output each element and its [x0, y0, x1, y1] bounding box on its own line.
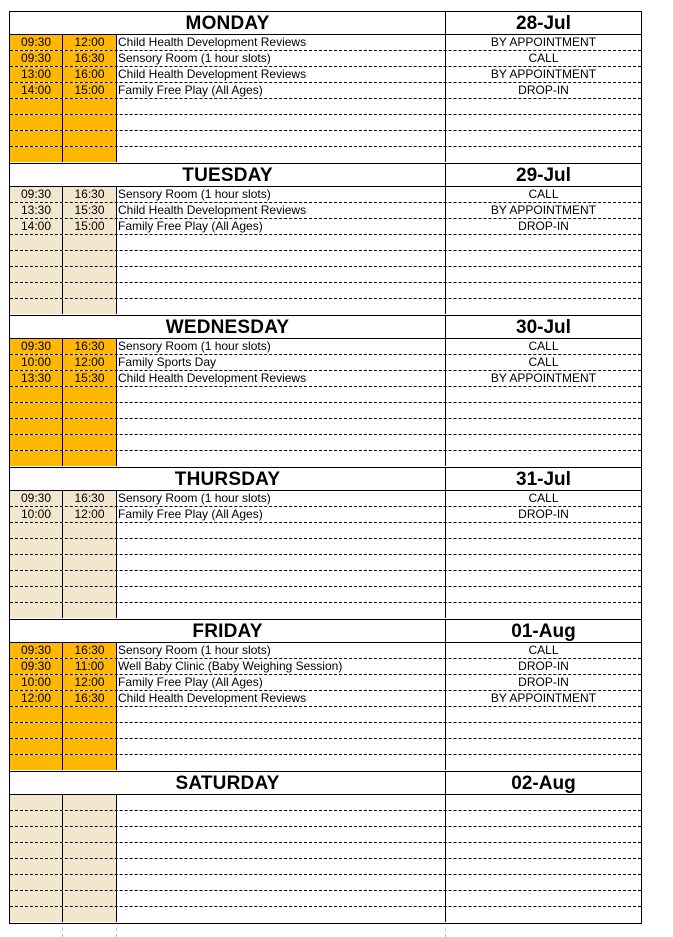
booking-note-cell: CALL: [528, 355, 559, 369]
start-time-cell: [10, 451, 63, 466]
activity-cell: [117, 555, 446, 570]
activity-cell: Child Health Development Reviews: [117, 691, 446, 706]
activity-cell: Family Sports Day: [117, 355, 446, 370]
booking-note-cell: [446, 523, 641, 538]
end-time-cell: [63, 403, 117, 418]
schedule-row: [10, 603, 641, 619]
activity-cell: Sensory Room (1 hour slots): [117, 187, 446, 202]
booking-note-cell: BY APPOINTMENT: [490, 371, 597, 385]
booking-note-cell: [446, 843, 641, 858]
booking-note-cell: [446, 875, 641, 890]
day-block-saturday: [10, 772, 641, 923]
schedule-row: [10, 859, 641, 875]
activity-cell: [117, 755, 446, 770]
activity-cell: Sensory Room (1 hour slots): [117, 339, 446, 354]
booking-note-cell: CALL: [528, 51, 559, 65]
activity-cell: [117, 251, 446, 266]
activity-cell: [117, 147, 446, 162]
booking-note-cell: [446, 99, 641, 114]
start-time-cell: [10, 603, 63, 618]
booking-note-cell: CALL: [528, 339, 559, 353]
end-time-cell: [63, 859, 117, 874]
booking-note-cell: CALL: [528, 643, 559, 657]
start-time-cell: 09:30: [10, 339, 63, 354]
schedule-row: [10, 507, 641, 523]
schedule-row: [10, 283, 641, 299]
day-date: 31-Jul: [516, 469, 571, 490]
day-header: [10, 12, 641, 35]
booking-note-cell: DROP-IN: [518, 507, 569, 521]
schedule-row: [10, 795, 641, 811]
schedule-row: [10, 875, 641, 891]
activity-cell: [117, 571, 446, 586]
activity-cell: [117, 827, 446, 842]
end-time-cell: [63, 875, 117, 890]
schedule-row: [10, 891, 641, 907]
activity-cell: [117, 723, 446, 738]
day-name: MONDAY: [10, 12, 446, 34]
day-date: 02-Aug: [511, 773, 576, 794]
schedule-row: [10, 675, 641, 691]
schedule-row: [10, 35, 641, 51]
schedule-row: [10, 83, 641, 99]
day-header: [10, 316, 641, 339]
activity-cell: [117, 587, 446, 602]
start-time-cell: 10:00: [10, 507, 63, 522]
schedule-row: [10, 99, 641, 115]
activity-cell: Child Health Development Reviews: [117, 67, 446, 82]
day-date: 29-Jul: [516, 165, 571, 186]
end-time-cell: 16:30: [63, 187, 117, 202]
schedule-row: [10, 659, 641, 675]
end-time-cell: [63, 523, 117, 538]
booking-note-cell: [446, 859, 641, 874]
activity-cell: [117, 843, 446, 858]
start-time-cell: [10, 859, 63, 874]
activity-cell: [117, 283, 446, 298]
schedule-row: [10, 755, 641, 771]
day-name: WEDNESDAY: [10, 316, 446, 338]
start-time-cell: [10, 707, 63, 722]
activity-cell: Family Free Play (All Ages): [117, 675, 446, 690]
activity-cell: [117, 739, 446, 754]
start-time-cell: [10, 891, 63, 906]
schedule-row: [10, 523, 641, 539]
start-time-cell: [10, 811, 63, 826]
start-time-cell: [10, 571, 63, 586]
start-time-cell: [10, 147, 63, 162]
start-time-cell: [10, 403, 63, 418]
schedule-row: [10, 491, 641, 507]
booking-note-cell: [446, 795, 641, 810]
end-time-cell: [63, 603, 117, 618]
start-time-cell: [10, 131, 63, 146]
activity-cell: [117, 875, 446, 890]
start-time-cell: 09:30: [10, 51, 63, 66]
activity-cell: [117, 603, 446, 618]
booking-note-cell: [446, 267, 641, 282]
end-time-cell: 11:00: [63, 659, 117, 674]
end-time-cell: 12:00: [63, 35, 117, 50]
schedule-row: [10, 51, 641, 67]
schedule-row: [10, 907, 641, 923]
booking-note-cell: BY APPOINTMENT: [490, 67, 597, 81]
activity-cell: [117, 795, 446, 810]
schedule-row: [10, 555, 641, 571]
day-name: SATURDAY: [10, 772, 446, 794]
booking-note-cell: DROP-IN: [518, 675, 569, 689]
start-time-cell: [10, 795, 63, 810]
end-time-cell: 16:30: [63, 691, 117, 706]
end-time-cell: [63, 827, 117, 842]
booking-note-cell: [446, 251, 641, 266]
schedule-row: [10, 115, 641, 131]
booking-note-cell: [446, 419, 641, 434]
end-time-cell: [63, 843, 117, 858]
booking-note-cell: [446, 387, 641, 402]
end-time-cell: [63, 795, 117, 810]
activity-cell: [117, 435, 446, 450]
activity-cell: [117, 419, 446, 434]
start-time-cell: 13:30: [10, 371, 63, 386]
start-time-cell: [10, 539, 63, 554]
start-time-cell: [10, 99, 63, 114]
booking-note-cell: [446, 739, 641, 754]
end-time-cell: [63, 299, 117, 314]
start-time-cell: 13:30: [10, 203, 63, 218]
end-time-cell: [63, 451, 117, 466]
booking-note-cell: DROP-IN: [518, 83, 569, 97]
start-time-cell: [10, 755, 63, 770]
day-name: FRIDAY: [10, 620, 446, 642]
end-time-cell: [63, 115, 117, 130]
end-time-cell: [63, 99, 117, 114]
end-time-cell: 15:30: [63, 371, 117, 386]
start-time-cell: [10, 235, 63, 250]
end-time-cell: [63, 267, 117, 282]
end-time-cell: [63, 587, 117, 602]
start-time-cell: [10, 251, 63, 266]
end-time-cell: [63, 131, 117, 146]
start-time-cell: [10, 115, 63, 130]
booking-note-cell: CALL: [528, 491, 559, 505]
schedule-row: [10, 355, 641, 371]
schedule-row: [10, 843, 641, 859]
booking-note-cell: DROP-IN: [518, 219, 569, 233]
start-time-cell: 09:30: [10, 643, 63, 658]
end-time-cell: [63, 251, 117, 266]
booking-note-cell: DROP-IN: [518, 659, 569, 673]
activity-cell: [117, 403, 446, 418]
day-date: 30-Jul: [516, 317, 571, 338]
day-header: [10, 620, 641, 643]
day-block-tuesday: [10, 164, 641, 316]
booking-note-cell: [446, 891, 641, 906]
booking-note-cell: [446, 811, 641, 826]
booking-note-cell: [446, 587, 641, 602]
booking-note-cell: [446, 403, 641, 418]
activity-cell: [117, 907, 446, 922]
schedule-row: [10, 67, 641, 83]
end-time-cell: [63, 739, 117, 754]
schedule-row: [10, 723, 641, 739]
schedule-row: [10, 187, 641, 203]
end-time-cell: 16:30: [63, 643, 117, 658]
activity-cell: Sensory Room (1 hour slots): [117, 51, 446, 66]
schedule-row: [10, 707, 641, 723]
activity-cell: Family Free Play (All Ages): [117, 219, 446, 234]
schedule-row: [10, 387, 641, 403]
activity-cell: [117, 387, 446, 402]
booking-note-cell: [446, 907, 641, 922]
schedule-row: [10, 587, 641, 603]
start-time-cell: [10, 419, 63, 434]
end-time-cell: [63, 907, 117, 922]
start-time-cell: 09:30: [10, 35, 63, 50]
activity-cell: [117, 539, 446, 554]
start-time-cell: 13:00: [10, 67, 63, 82]
schedule-row: [10, 539, 641, 555]
activity-cell: [117, 811, 446, 826]
schedule-row: [10, 419, 641, 435]
booking-note-cell: CALL: [528, 187, 559, 201]
activity-cell: Well Baby Clinic (Baby Weighing Session): [117, 659, 446, 674]
schedule-row: [10, 643, 641, 659]
activity-cell: [117, 131, 446, 146]
day-header: [10, 468, 641, 491]
booking-note-cell: [446, 147, 641, 162]
activity-cell: [117, 235, 446, 250]
activity-cell: Family Free Play (All Ages): [117, 83, 446, 98]
day-block-wednesday: [10, 316, 641, 468]
end-time-cell: 16:30: [63, 51, 117, 66]
schedule-row: [10, 131, 641, 147]
day-header: [10, 164, 641, 187]
activity-cell: Sensory Room (1 hour slots): [117, 491, 446, 506]
schedule-row: [10, 235, 641, 251]
end-time-cell: 12:00: [63, 675, 117, 690]
schedule-row: [10, 371, 641, 387]
sheet-footer-guides: [9, 928, 642, 937]
day-block-thursday: [10, 468, 641, 620]
day-name: TUESDAY: [10, 164, 446, 186]
start-time-cell: [10, 299, 63, 314]
start-time-cell: [10, 843, 63, 858]
schedule-row: [10, 691, 641, 707]
start-time-cell: [10, 723, 63, 738]
end-time-cell: [63, 707, 117, 722]
activity-cell: Family Free Play (All Ages): [117, 507, 446, 522]
day-block-friday: [10, 620, 641, 772]
activity-cell: [117, 99, 446, 114]
day-name: THURSDAY: [10, 468, 446, 490]
end-time-cell: 12:00: [63, 355, 117, 370]
start-time-cell: 14:00: [10, 219, 63, 234]
end-time-cell: [63, 283, 117, 298]
start-time-cell: [10, 555, 63, 570]
end-time-cell: 16:30: [63, 491, 117, 506]
activity-cell: [117, 859, 446, 874]
start-time-cell: [10, 267, 63, 282]
schedule-row: [10, 571, 641, 587]
booking-note-cell: [446, 827, 641, 842]
activity-cell: [117, 267, 446, 282]
booking-note-cell: BY APPOINTMENT: [490, 35, 597, 49]
schedule-sheet: [9, 11, 642, 924]
schedule-row: [10, 219, 641, 235]
end-time-cell: [63, 723, 117, 738]
end-time-cell: [63, 811, 117, 826]
schedule-row: [10, 435, 641, 451]
end-time-cell: [63, 435, 117, 450]
day-date: 01-Aug: [511, 621, 576, 642]
end-time-cell: 12:00: [63, 507, 117, 522]
end-time-cell: [63, 571, 117, 586]
start-time-cell: [10, 523, 63, 538]
end-time-cell: 15:00: [63, 83, 117, 98]
end-time-cell: [63, 891, 117, 906]
booking-note-cell: [446, 451, 641, 466]
schedule-row: [10, 339, 641, 355]
end-time-cell: [63, 755, 117, 770]
booking-note-cell: [446, 131, 641, 146]
schedule-row: [10, 451, 641, 467]
schedule-row: [10, 251, 641, 267]
end-time-cell: 15:30: [63, 203, 117, 218]
start-time-cell: 14:00: [10, 83, 63, 98]
activity-cell: [117, 707, 446, 722]
start-time-cell: [10, 387, 63, 402]
activity-cell: Sensory Room (1 hour slots): [117, 643, 446, 658]
booking-note-cell: [446, 235, 641, 250]
booking-note-cell: [446, 539, 641, 554]
end-time-cell: 15:00: [63, 219, 117, 234]
booking-note-cell: [446, 435, 641, 450]
activity-cell: Child Health Development Reviews: [117, 203, 446, 218]
schedule-row: [10, 403, 641, 419]
start-time-cell: 10:00: [10, 675, 63, 690]
start-time-cell: 09:30: [10, 491, 63, 506]
start-time-cell: [10, 283, 63, 298]
start-time-cell: [10, 907, 63, 922]
day-date: 28-Jul: [516, 13, 571, 34]
booking-note-cell: [446, 603, 641, 618]
start-time-cell: 12:00: [10, 691, 63, 706]
activity-cell: [117, 891, 446, 906]
booking-note-cell: [446, 283, 641, 298]
start-time-cell: [10, 827, 63, 842]
booking-note-cell: BY APPOINTMENT: [490, 203, 597, 217]
start-time-cell: [10, 435, 63, 450]
activity-cell: [117, 523, 446, 538]
end-time-cell: [63, 555, 117, 570]
schedule-row: [10, 299, 641, 315]
activity-cell: [117, 451, 446, 466]
start-time-cell: 09:30: [10, 187, 63, 202]
schedule-row: [10, 827, 641, 843]
activity-cell: [117, 299, 446, 314]
day-header: [10, 772, 641, 795]
start-time-cell: 09:30: [10, 659, 63, 674]
start-time-cell: [10, 875, 63, 890]
end-time-cell: 16:00: [63, 67, 117, 82]
schedule-row: [10, 203, 641, 219]
booking-note-cell: [446, 723, 641, 738]
end-time-cell: [63, 419, 117, 434]
schedule-row: [10, 147, 641, 163]
booking-note-cell: [446, 571, 641, 586]
booking-note-cell: [446, 555, 641, 570]
start-time-cell: [10, 739, 63, 754]
booking-note-cell: [446, 299, 641, 314]
booking-note-cell: [446, 115, 641, 130]
end-time-cell: [63, 387, 117, 402]
booking-note-cell: BY APPOINTMENT: [490, 691, 597, 705]
day-block-monday: [10, 12, 641, 164]
booking-note-cell: [446, 707, 641, 722]
end-time-cell: [63, 235, 117, 250]
activity-cell: Child Health Development Reviews: [117, 371, 446, 386]
booking-note-cell: [446, 755, 641, 770]
activity-cell: [117, 115, 446, 130]
schedule-row: [10, 811, 641, 827]
start-time-cell: [10, 587, 63, 602]
activity-cell: Child Health Development Reviews: [117, 35, 446, 50]
end-time-cell: 16:30: [63, 339, 117, 354]
end-time-cell: [63, 539, 117, 554]
schedule-row: [10, 739, 641, 755]
schedule-row: [10, 267, 641, 283]
end-time-cell: [63, 147, 117, 162]
start-time-cell: 10:00: [10, 355, 63, 370]
